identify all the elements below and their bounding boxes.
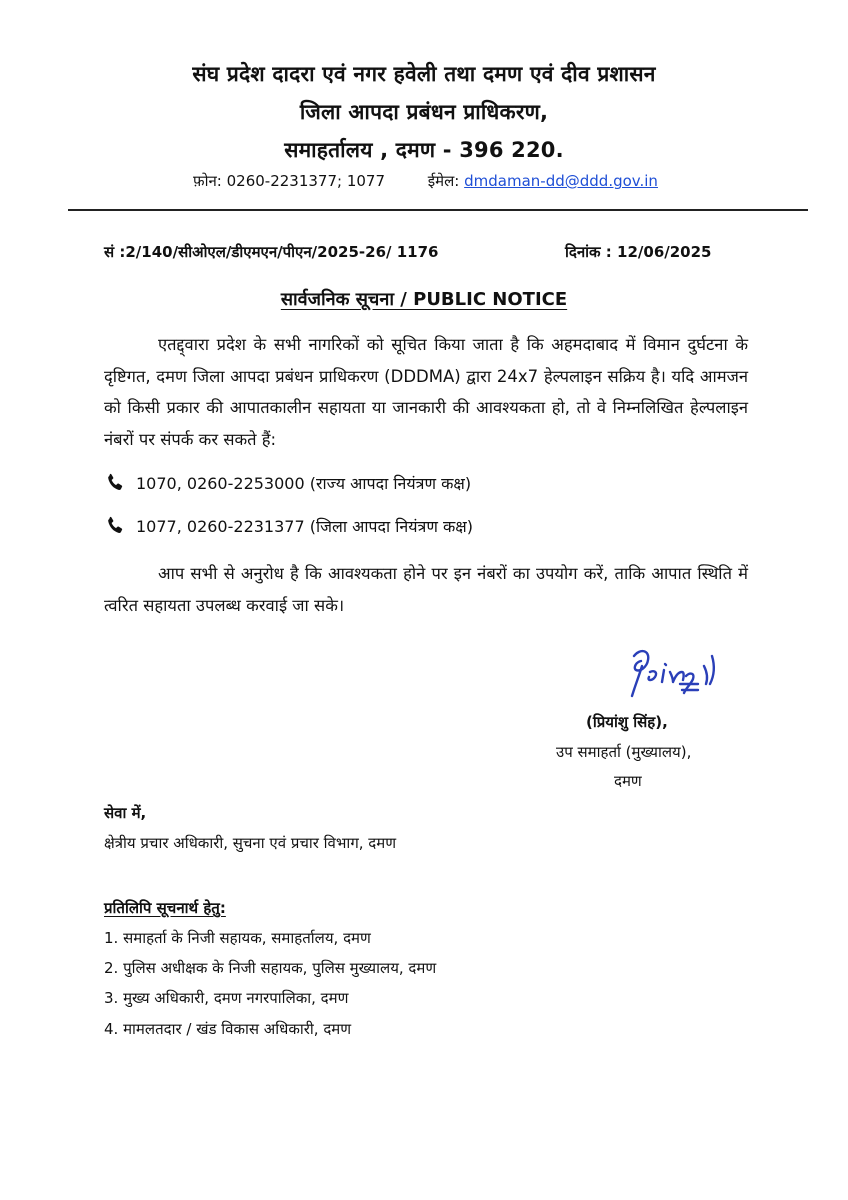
notice-date: दिनांक : 12/06/2025 [565,243,712,261]
body-paragraph-2: आप सभी से अनुरोध है कि आवश्यकता होने पर इन नंबरों का उपयोग करें, ताकि आपात स्थिति में त्वरित सहायता उपलब्ध करवाई जा सके। [104,564,748,615]
copy-to-item: 4. मामलतदार / खंड विकास अधिकारी, दमण [104,1020,352,1038]
email-link[interactable]: dmdaman-dd@ddd.gov.in [464,172,658,190]
phone-icon [104,472,126,494]
helpline-item [104,472,471,494]
copy-to-item: 2. पुलिस अधीक्षक के निजी सहायक, पुलिस मुख्यालय, दमण [104,959,437,977]
header-divider [68,209,808,211]
notice-title [0,287,848,311]
header-administration: संघ प्रदेश दादरा एवं नगर हवेली तथा दमण एवं दीव प्रशासन [192,62,656,86]
signature-image [620,642,730,704]
email-label: ईमेल: [427,172,460,190]
header-authority: जिला आपदा प्रबंधन प्राधिकरण, [299,100,549,124]
helpline-text: 1077, 0260-2231377 (जिला आपदा नियंत्रण कक्ष) [136,517,474,536]
helpline-item [104,515,473,537]
phone-icon [104,515,126,537]
recipient-text: क्षेत्रीय प्रचार अधिकारी, सुचना एवं प्रचार विभाग, दमण [104,834,397,852]
phone-value: 0260-2231377; 1077 [226,172,386,190]
signatory-name: (प्रियांशु सिंह), [586,713,668,731]
copy-to-item: 1. समाहर्ता के निजी सहायक, समाहर्तालय, दमण [104,929,371,947]
body-paragraph-1: एतद्द्वारा प्रदेश के सभी नागरिकों को सूचित किया जाता है कि अहमदाबाद में विमान दुर्घटना के दृष्टिगत, दमण जिला आपदा प्रबंधन प्राधिकरण (DDDMA) द्वारा 24x7 हेल्पलाइन सक्रिय है। यदि आमजन को किसी प्रकार की आपातकालीन सहायता या जानकारी की आवश्यकता हो, तो वे निम्नलिखित हेल्पलाइन नंबरों पर संपर्क कर सकते हैं: [104,335,748,449]
phone-label: फ़ोन: [193,172,222,190]
signatory-place: दमण [614,772,642,790]
signatory-designation: उप समाहर्ता (मुख्यालय), [556,743,692,761]
helpline-text: 1070, 0260-2253000 (राज्य आपदा नियंत्रण कक्ष) [136,474,472,493]
copy-to-item: 3. मुख्य अधिकारी, दमण नगरपालिका, दमण [104,989,349,1007]
recipient-label: सेवा में, [104,804,147,822]
copy-to-label: प्रतिलिपि सूचनार्थ हेतु: [104,899,226,917]
notice-title-text: सार्वजनिक सूचना / PUBLIC NOTICE [280,289,568,310]
reference-number: सं :2/140/सीओएल/डीएमएन/पीएन/2025-26/ 1176 [104,243,439,261]
header-address: समाहर्तालय , दमण - 396 220. [284,138,564,162]
contact-line [193,171,658,191]
